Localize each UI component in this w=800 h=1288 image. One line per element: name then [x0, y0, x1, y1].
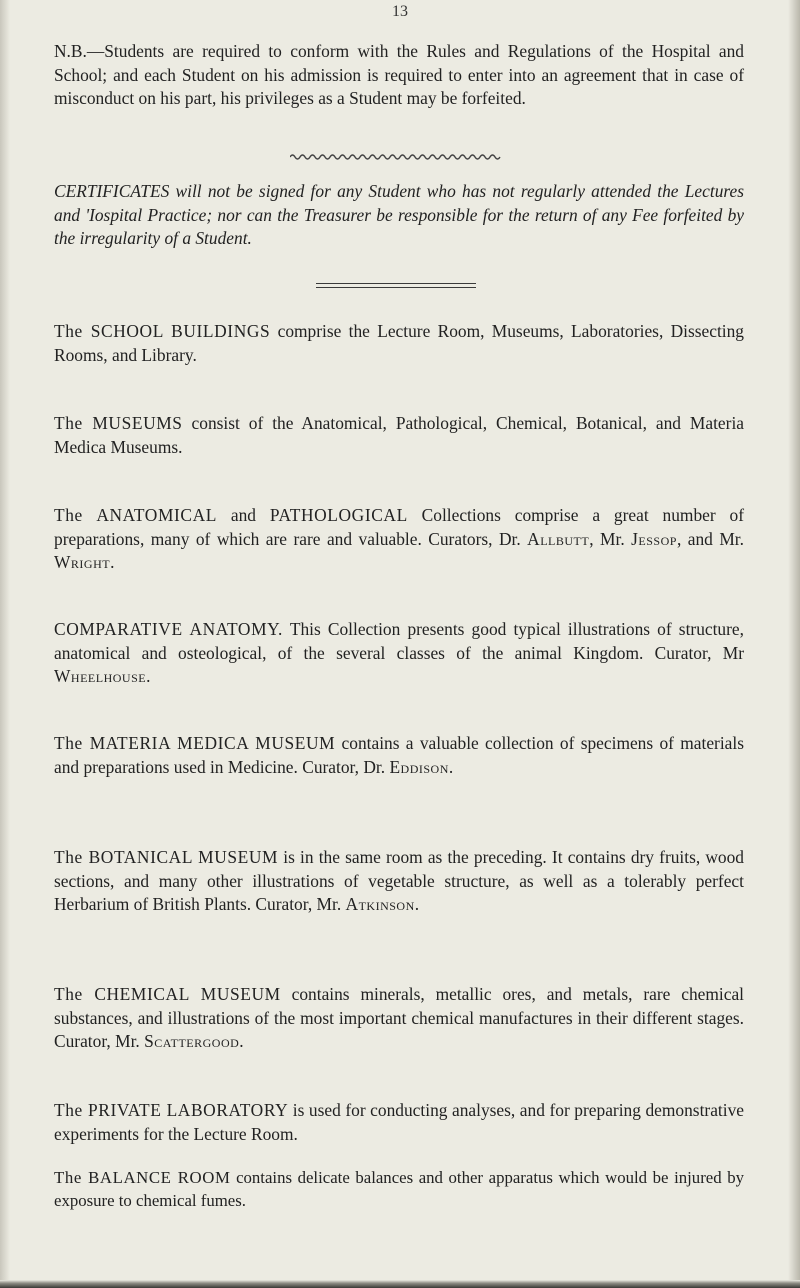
- double-rule-divider: [316, 283, 476, 289]
- chemical-end: .: [239, 1031, 244, 1051]
- botanical-heading: The BOTANICAL MUSEUM: [54, 847, 279, 867]
- curator-jessop: Jessop: [631, 528, 677, 549]
- certificates-paragraph: CERTIFICATES will not be signed for any Student who has not regularly attended the Lectures and 'Iospital Practice; nor can the Treasurer be responsible for the return of any Fee forfeited by the irregularity of a Student.: [54, 181, 744, 248]
- page-edge-left: [0, 0, 10, 1288]
- comparative-anatomy-heading: COMPARATIVE ANATOMY.: [54, 619, 283, 639]
- anatomical-paragraph: [54, 504, 744, 575]
- chemical-body: contains minerals, metallic ores, and metals, rare chemical substances, and illustrations of the most important chemical manufactures in their different stages. Curator, Mr.: [54, 984, 744, 1051]
- anatomical-sep1: , Mr.: [589, 528, 632, 549]
- comparative-anatomy-paragraph: [54, 618, 744, 689]
- materia-medica-heading: The MATERIA MEDICA MUSEUM: [54, 733, 336, 753]
- curator-eddison: Eddison: [389, 756, 449, 777]
- school-buildings-body: comprise the Lecture Room, Museums, Laboratories, Dissecting Rooms, and Library.: [54, 321, 745, 365]
- curator-atkinson: Atkinson: [345, 894, 415, 914]
- museums-heading: The MUSEUMS: [54, 413, 183, 433]
- anatomical-sep2: , and Mr.: [676, 528, 744, 549]
- private-laboratory-heading: The PRIVATE LABORATORY: [54, 1100, 289, 1120]
- rule-line-bottom: [316, 287, 476, 288]
- pathological-heading: PATHOLOGICAL: [269, 505, 408, 525]
- anatomical-end: .: [110, 552, 115, 572]
- balance-room-paragraph: [54, 1166, 744, 1212]
- school-buildings-heading: The SCHOOL BUILDINGS: [54, 321, 271, 341]
- private-laboratory-body: is used for conducting analyses, and for preparing demonstrative experiments for the Lecture Room.: [54, 1100, 744, 1144]
- curator-wheelhouse: Wheelhouse: [54, 666, 147, 686]
- museums-body: consist of the Anatomical, Pathological, Chemical, Botanical, and Materia Medica Museums.: [54, 413, 744, 457]
- anatomical-heading: The ANATOMICAL: [54, 505, 217, 525]
- materia-medica-paragraph: [54, 732, 744, 779]
- materia-medica-end: .: [448, 756, 454, 777]
- chemical-paragraph: [54, 983, 744, 1054]
- curator-scattergood: Scattergood: [144, 1031, 240, 1051]
- wavy-divider: [290, 153, 502, 161]
- school-buildings-paragraph: [54, 320, 744, 367]
- museums-paragraph: [54, 412, 744, 459]
- curator-wright: Wright: [54, 552, 111, 572]
- note-paragraph: N.B.—Students are required to conform with the Rules and Regulations of the Hospital and School; and each Student on his admission is required to enter into an agreement that in case of misconduct on his part, his privileges as a Student may be forfeited.: [54, 41, 744, 108]
- curator-allbutt: Allbutt: [527, 528, 590, 549]
- comparative-anatomy-body: This Collection presents good typical illustrations of structure, anatomical and osteological, of the several classes of the animal Kingdom. Curator, Mr: [54, 619, 744, 663]
- botanical-paragraph: [54, 846, 744, 917]
- botanical-body: is in the same room as the preceding. It contains dry fruits, wood sections, and many other illustrations of vegetable structure, as well as a tolerably perfect Herbarium of British Plants. Curator, Mr.: [54, 847, 744, 914]
- page-number: 13: [392, 3, 408, 20]
- chemical-heading: The CHEMICAL MUSEUM: [54, 984, 281, 1004]
- private-laboratory-paragraph: [54, 1099, 744, 1146]
- comparative-anatomy-end: .: [146, 666, 151, 686]
- balance-room-body: contains delicate balances and other apparatus which would be injured by exposure to chemical fumes.: [54, 1168, 744, 1210]
- rule-line-top: [316, 283, 476, 284]
- balance-room-heading: The BALANCE ROOM: [54, 1168, 231, 1187]
- anatomical-body: Collections comprise a great number of preparations, many of which are rare and valuable. Curators, Dr.: [54, 505, 744, 549]
- page-edge-bottom: [0, 1280, 800, 1288]
- materia-medica-body: contains a valuable collection of specimens of materials and preparations used in Medicine. Curator, Dr.: [54, 733, 744, 777]
- botanical-end: .: [414, 894, 420, 914]
- page-edge-right: [788, 0, 800, 1288]
- anatomical-body-pre: and: [217, 505, 270, 525]
